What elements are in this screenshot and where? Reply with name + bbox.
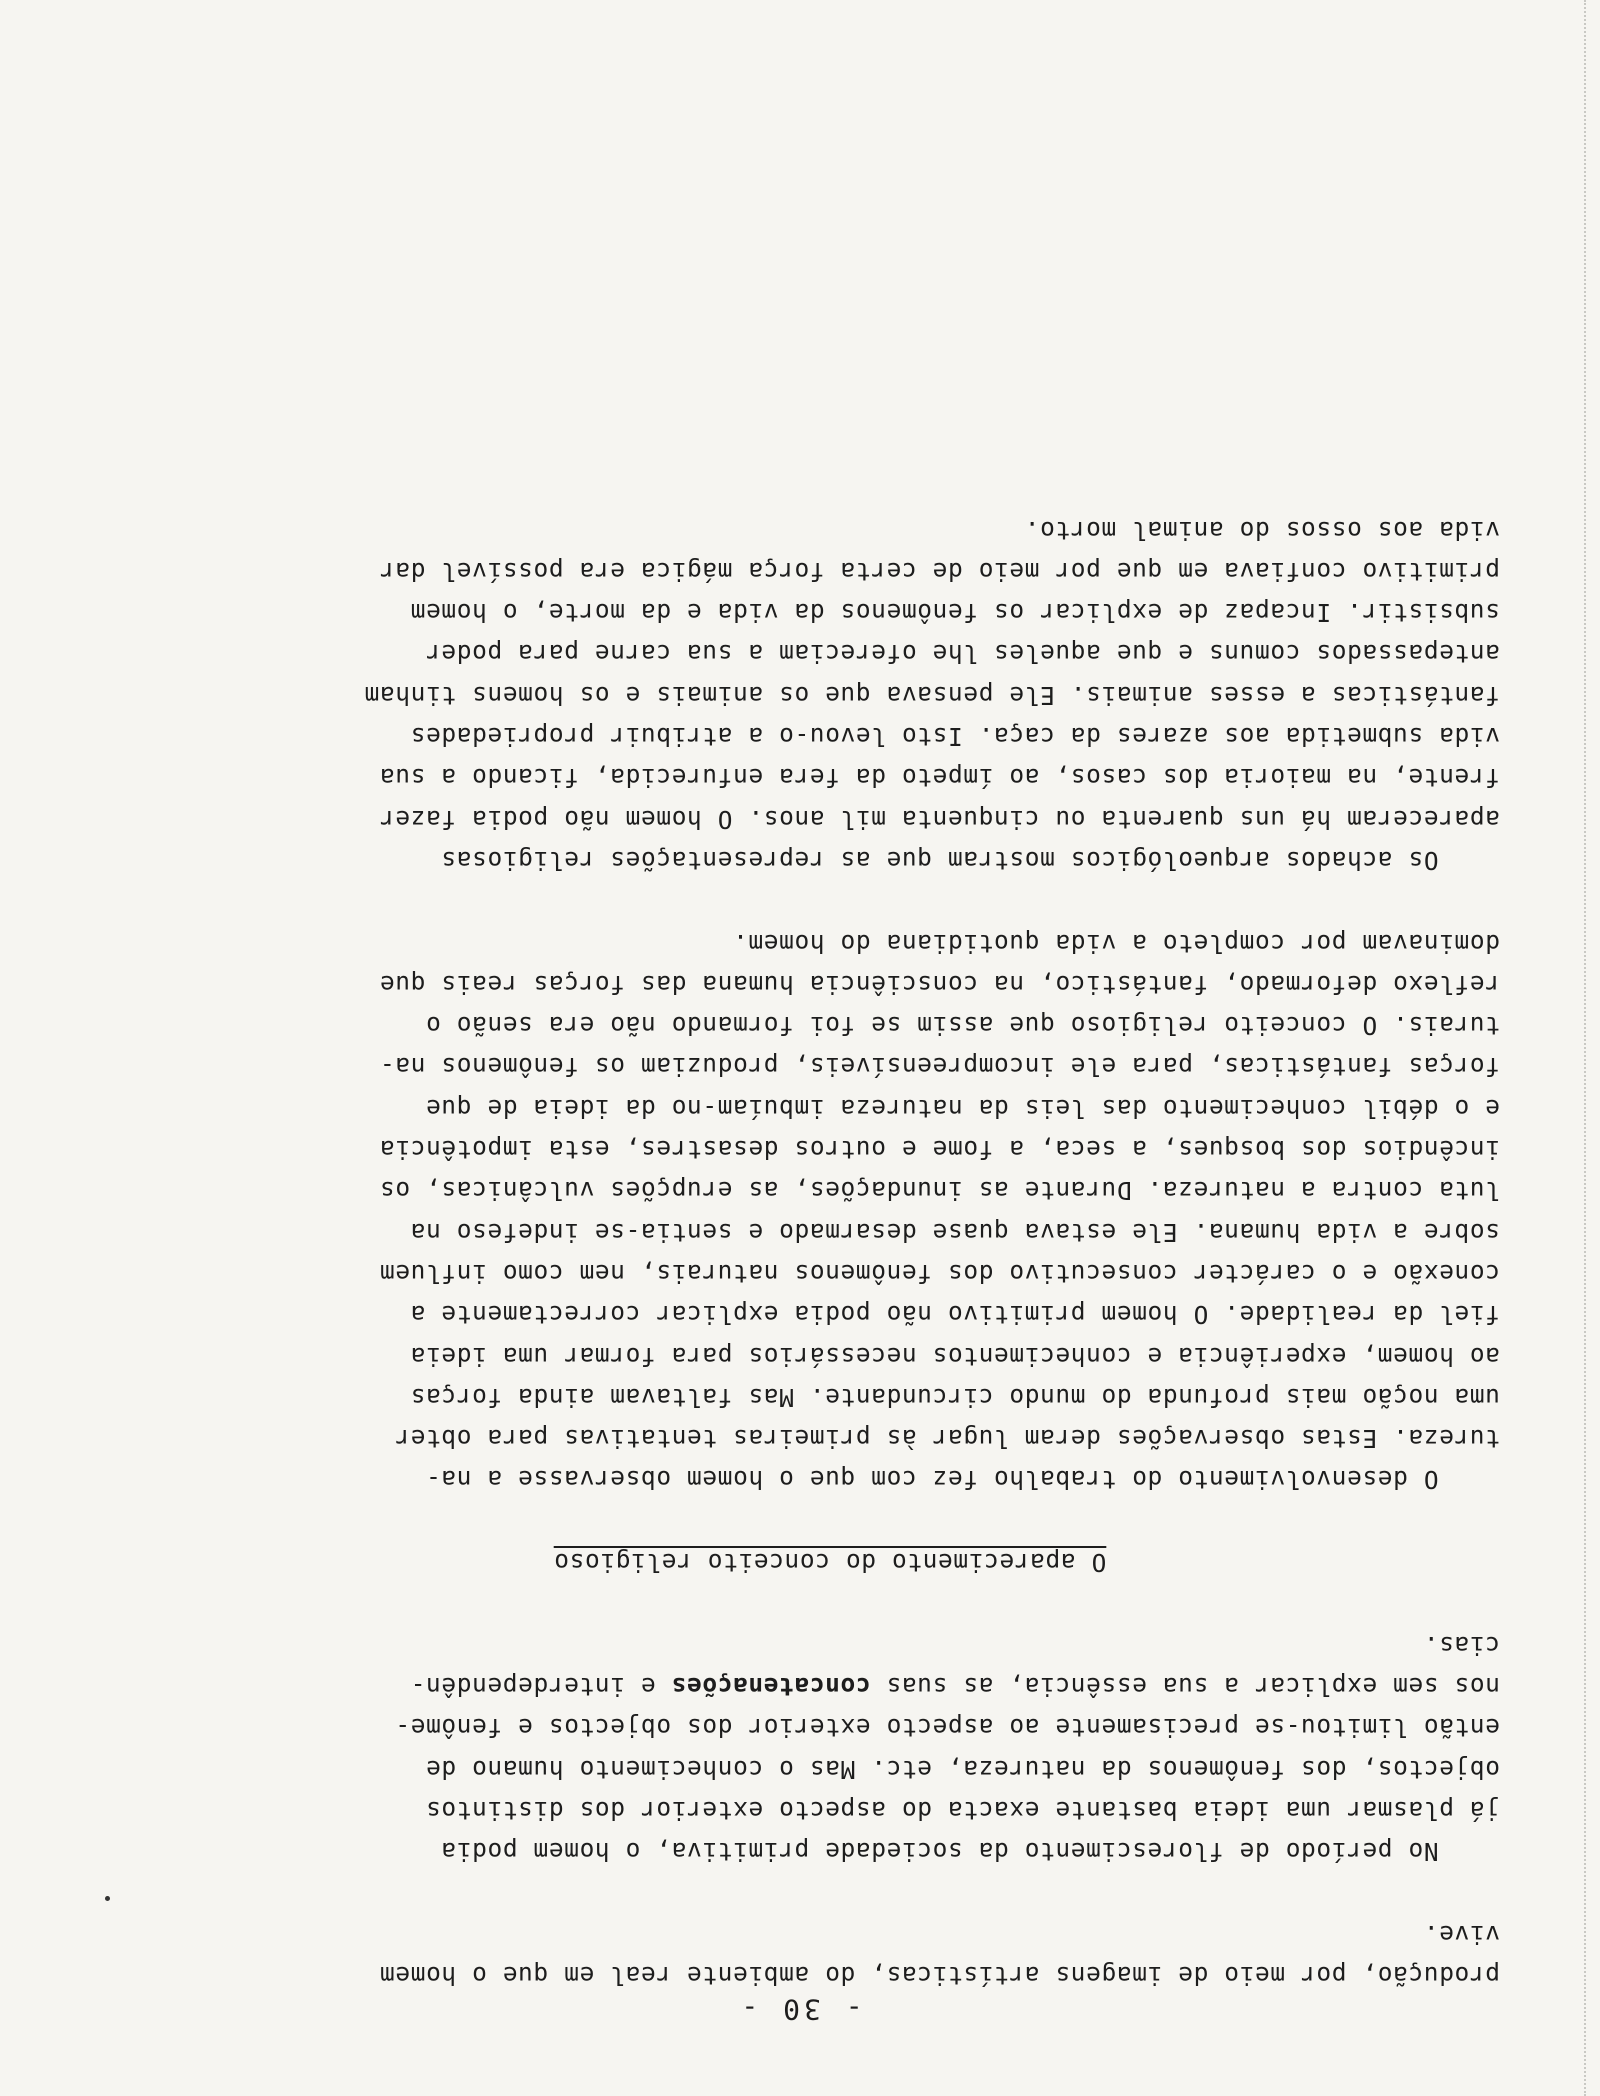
text-line: então limitou-se precisamente ao aspecto exterior dos objectos e fenôme- [394,1713,1500,1743]
text-line: tureza. Estas observações deram lugar às primeiras tentativas para obter [394,1424,1500,1454]
ink-dot [105,1896,110,1901]
text-line: já plasmar uma ideia bastante exacta do aspecto exterior dos distintos [425,1795,1500,1825]
text-line: vive. [1423,1919,1500,1949]
text-line: produção, por meio de imagens artísticas, do ambiente real em que o homem [379,1961,1500,1990]
text-line: frente, na maioria dos casos, ao ímpeto da fera enfurecida, ficando a sua [379,763,1500,793]
text-line: reflexo deformado, fantástico, na consciência humana das forças reais que [379,969,1500,999]
bold-word: concatenações [671,1671,871,1701]
text-line: forças fantásticas, para ele incompreensíveis, produziam os fenômenos na- [379,1052,1500,1082]
text-fragment: e interdependên- [410,1671,672,1701]
text-line: fiel da realidade. O homem primitivo não podia explicar correctamente a [410,1300,1500,1330]
section-heading: O aparecimento do conceito religioso [553,1548,1107,1578]
text-line: No período de florescimento da sociedade primitiva, o homem podia [440,1837,1500,1867]
text-line: ao homem, experiência e conhecimentos necessários para formar uma ideia [410,1341,1500,1371]
text-line: apareceram há uns quarenta ou cinquenta mil anos. O homem não podia fazer [379,804,1500,834]
text-line: sobre a vida humana. Ele estava quase desarmado e sentia-se indefeso na [410,1217,1500,1247]
text-line: objectos, dos fenômenos da natureza, etc. Mas o conhecimento humano de [425,1754,1500,1784]
text-line: luta contra a natureza. Durante as inundações, as erupções vulcânicas, os [379,1176,1500,1206]
text-line: e o débil conhecimento das leis da natureza imbuíam-no da ideia de que [425,1093,1500,1123]
text-line: vida aos ossos do animal morto. [1024,515,1500,545]
text-line: subsistir. Incapaz de explicar os fenômenos da vida e da morte, o homem [410,598,1500,628]
text-line: turais. O conceito religioso que assim se foi formando não era senão o [425,1011,1500,1041]
text-line: fantásticas a esses animais. Ele pensava que os animais e os homens tinham [364,680,1500,710]
text-line: O desenvolvimento do trabalho fez com que o homem observasse a na- [425,1465,1500,1495]
text-fragment: nos sem explicar a sua essência, as suas [870,1671,1500,1701]
text-line: cias. [1423,1630,1500,1660]
text-line: vida submetida aos azares da caça. Isto levou-o a atribuir propriedades [410,722,1500,752]
text-line: uma noção mais profunda do mundo circundante. Mas faltavam ainda forças [410,1382,1500,1412]
text-line: Os achados arqueológicos mostram que as representações religiosas [440,845,1500,875]
text-line: conexão e o carácter consecutivo dos fenômenos naturais, nem como influem [379,1258,1500,1288]
text-line: dominavam por completo a vida quotidiana do homem. [732,928,1500,958]
text-line [0,1666,1500,1707]
scan-margin-marks [1582,0,1586,2096]
text-line: primitivo confiava em que por meio de certa força mágica era possível dar [379,556,1500,586]
page-number: - 30 - [737,1993,863,2026]
text-line: antepassados comuns e que aqueles lhe ofereciam a sua carne para poder [425,639,1500,669]
text-body [0,509,1500,1996]
text-line: incêndios dos bosques, a seca, a fome e outros desastres, esta impotência [379,1135,1500,1165]
